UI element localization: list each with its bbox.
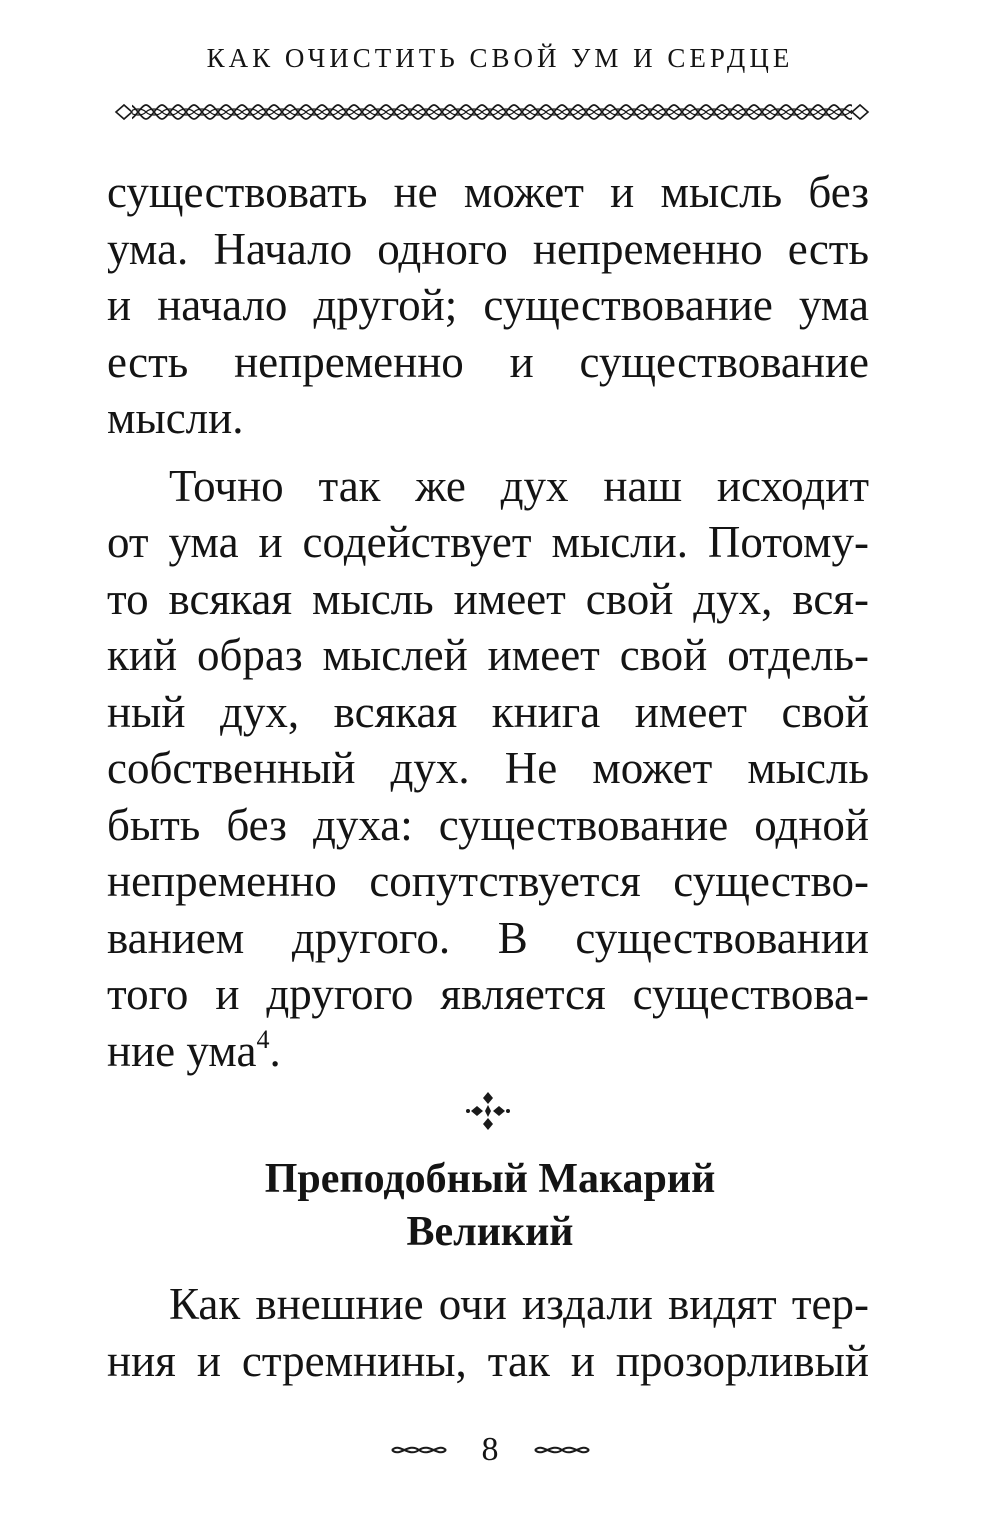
text-line: быть без духа: существование одной [107, 799, 869, 850]
text-line: того и другого является существова- [107, 969, 869, 1019]
text-line: Как внешние очи издали видят тер- [169, 1279, 869, 1329]
text-line: ума. Начало одного непременно есть [107, 223, 869, 274]
last-line-text: ние ума [107, 1025, 257, 1076]
sentence-end: . [269, 1025, 281, 1076]
text-line [107, 1023, 869, 1080]
text-line: ния и стремнины, так и прозорливый [107, 1335, 869, 1386]
page-number: 8 [481, 1431, 499, 1468]
text-line: и начало другой; существование ума [107, 280, 869, 330]
footnote-marker[interactable]: 4 [256, 1024, 270, 1054]
text-line: ный дух, всякая книга имеет свой [107, 686, 869, 737]
body-text [107, 164, 869, 1079]
text-line: непременно сопутствуется существо- [107, 856, 869, 906]
text-line: Точно так же дух наш исходит [169, 460, 869, 511]
text-line: кий образ мыслей имеет свой отдель- [107, 630, 869, 680]
paragraph-continuation [107, 164, 869, 447]
page-footer [0, 1428, 980, 1472]
text-line: собственный дух. Не может мысль [107, 743, 869, 793]
text-line: от ума и содействует мысли. Потому- [107, 517, 869, 567]
text-line: есть непременно и существование [107, 336, 869, 387]
heading-line: Великий [406, 1209, 574, 1255]
text-line: ванием другого. В существовании [107, 912, 869, 963]
running-title: КАК ОЧИСТИТЬ СВОЙ УМ И СЕРДЦЕ [206, 43, 794, 73]
celtic-knot-ornament [114, 100, 870, 124]
paragraph [107, 458, 869, 1080]
knot-ornament-right-icon [533, 1441, 591, 1459]
section-text [107, 1276, 869, 1389]
section-heading [0, 1153, 980, 1259]
cross-ornament-icon [463, 1088, 513, 1134]
text-line: мысли. [107, 393, 244, 443]
text-line: существовать не может и мысль без [107, 167, 869, 217]
text-line: то всякая мысль имеет свой дух, вся- [107, 573, 869, 624]
knot-ornament-left-icon [390, 1441, 448, 1459]
heading-line: Преподобный Макарий [264, 1156, 716, 1202]
